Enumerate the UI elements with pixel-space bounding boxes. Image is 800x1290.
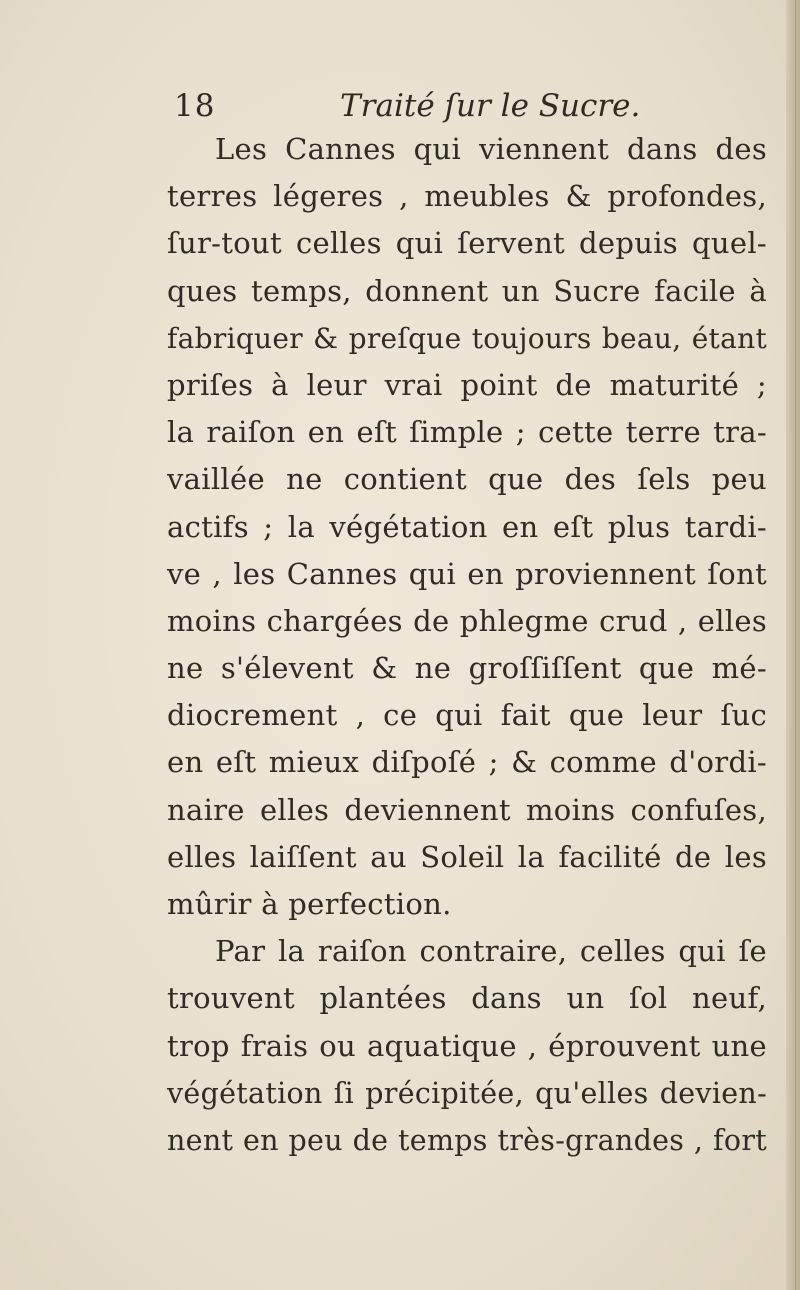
page-edge-line bbox=[795, 0, 796, 1290]
text-line: nent en peu de temps très-grandes , fort bbox=[167, 1123, 767, 1157]
text-line: ne s'élevent & ne groſſiſſent que mé- bbox=[167, 651, 767, 686]
text-line: ques temps, donnent un Sucre facile à bbox=[167, 273, 767, 308]
text-line: diocrement , ce qui fait que leur ſuc bbox=[167, 698, 767, 733]
text-line: trop frais ou aquatique , éprouvent une bbox=[167, 1028, 767, 1063]
paragraph-2 bbox=[167, 928, 767, 1164]
text-line: elles laiſſent au Soleil la facilité de les bbox=[167, 839, 767, 874]
text-line: la raiſon en eſt ſimple ; cette terre tra- bbox=[167, 415, 767, 450]
page-edge bbox=[786, 0, 800, 1290]
text-line: Les Cannes qui viennent dans des bbox=[215, 132, 767, 166]
text-line: trouvent plantées dans un ſol neuf, bbox=[167, 981, 767, 1016]
text-line: naire elles deviennent moins confuſes, bbox=[167, 792, 767, 827]
text-line: mûrir à perfection. bbox=[167, 887, 452, 921]
paragraph-1 bbox=[167, 126, 767, 928]
text-line: Par la raiſon contraire, celles qui ſe bbox=[215, 934, 767, 969]
page-header bbox=[168, 88, 728, 128]
text-line: priſes à leur vrai point de maturité ; bbox=[167, 367, 767, 402]
page-number: 18 bbox=[174, 88, 216, 124]
text-line: ſur-tout celles qui ſervent depuis quel- bbox=[167, 226, 767, 261]
running-title: Traité ſur le Sucre. bbox=[340, 88, 641, 124]
text-line: ve , les Cannes qui en proviennent ſont bbox=[167, 556, 767, 591]
text-line: végétation ſi précipitée, qu'elles devien- bbox=[167, 1076, 767, 1110]
text-line: fabriquer & preſque toujours beau, étant bbox=[167, 321, 767, 355]
text-line: moins chargées de phlegme crud , elles bbox=[167, 603, 767, 638]
text-line: en eſt mieux diſpoſé ; & comme d'ordi- bbox=[167, 745, 767, 780]
text-line: terres légeres , meubles & profondes, bbox=[167, 179, 767, 214]
body-text bbox=[167, 126, 767, 1164]
text-line: vaillée ne contient que des ſels peu bbox=[167, 462, 767, 497]
text-line: actifs ; la végétation en eſt plus tardi- bbox=[167, 509, 767, 544]
